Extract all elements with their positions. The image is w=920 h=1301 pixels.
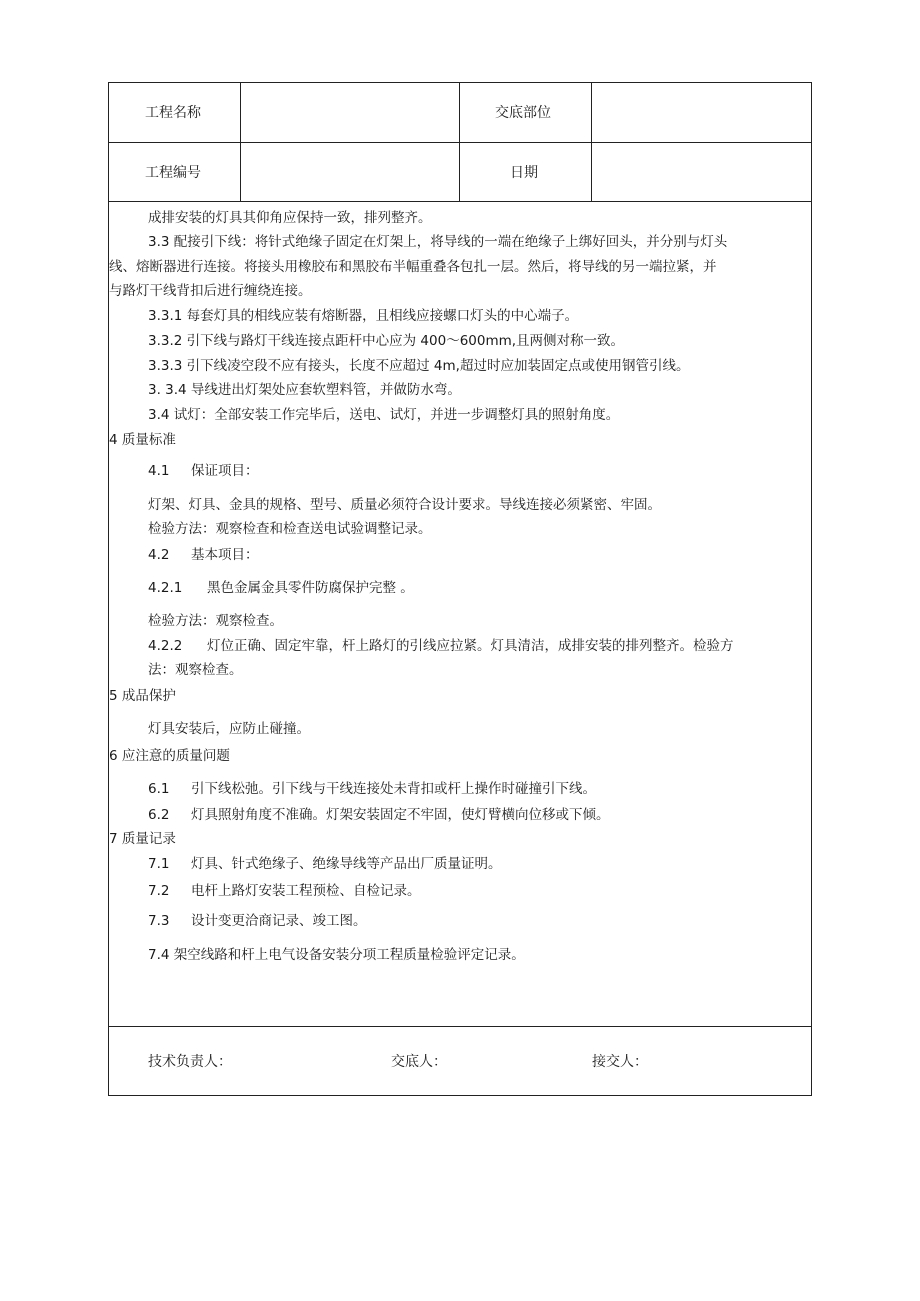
- body-line: 灯位正确、固定牢靠，杆上路灯的引线应拉紧。灯具清洁，成排安装的排列整齐。检验方: [207, 638, 734, 654]
- handover-part-label: 交底部位: [495, 105, 551, 121]
- item-number: 6.1: [148, 781, 170, 797]
- project-name-label: 工程名称: [145, 105, 201, 121]
- body-line: 3.3.1 每套灯具的相线应装有熔断器，且相线应接螺口灯头的中心端子。: [148, 308, 579, 324]
- header-divider: [108, 142, 812, 143]
- body-line: 设计变更洽商记录、竣工图。: [191, 913, 367, 929]
- body-line: 灯具照射角度不准确。灯架安装固定不牢固，使灯臂横向位移或下倾。: [191, 807, 610, 823]
- receiver-signature[interactable]: 接交人：: [592, 1054, 648, 1070]
- body-line: 引下线松弛。引下线与干线连接处未背扣或杆上操作时碰撞引下线。: [191, 781, 596, 797]
- body-line: 灯架、灯具、金具的规格、型号、质量必须符合设计要求。导线连接必须紧密、牢固。: [148, 497, 661, 513]
- body-line: 电杆上路灯安装工程预检、自检记录。: [191, 883, 421, 899]
- item-number: 7.1: [148, 856, 170, 872]
- body-line: 保证项目：: [191, 463, 259, 479]
- section-heading: 6 应注意的质量问题: [109, 748, 230, 764]
- footer-divider: [108, 1026, 812, 1027]
- body-line: 3.3 配接引下线：将针式绝缘子固定在灯架上，将导线的一端在绝缘子上绑好回头，并分别与灯头: [148, 234, 728, 250]
- item-number: 4.1: [148, 463, 170, 479]
- body-line: 黑色金属金具零件防腐保护完整 。: [207, 580, 414, 596]
- body-line: 线、熔断器进行连接。将接头用橡胶布和黑胶布半幅重叠各包扎一层。然后，将导线的另一端拉紧，并: [109, 259, 717, 275]
- item-number: 7.2: [148, 883, 170, 899]
- body-line: 成排安装的灯具其仰角应保持一致，排列整齐。: [148, 210, 432, 226]
- body-line: 3. 3.4 导线进出灯架处应套软塑料管，并做防水弯。: [148, 382, 461, 398]
- item-number: 4.2: [148, 547, 170, 563]
- section-heading: 4 质量标准: [109, 432, 176, 448]
- header-divider: [108, 201, 812, 202]
- project-no-label: 工程编号: [145, 165, 201, 181]
- handover-by-signature[interactable]: 交底人：: [391, 1054, 447, 1070]
- section-heading: 5 成品保护: [109, 688, 176, 704]
- body-line: 灯具安装后，应防止碰撞。: [148, 721, 310, 737]
- body-line: 基本项目：: [191, 547, 259, 563]
- body-line: 3.3.3 引下线凌空段不应有接头，长度不应超过 4m,超过时应加装固定点或使用钢管引线。: [148, 358, 690, 374]
- body-line: 3.3.2 引下线与路灯干线连接点距杆中心应为 400～600mm,且两侧对称一致。: [148, 333, 625, 349]
- item-number: 6.2: [148, 807, 170, 823]
- body-line: 与路灯干线背扣后进行缠绕连接。: [109, 283, 312, 299]
- body-line: 3.4 试灯：全部安装工作完毕后，送电、试灯，并进一步调整灯具的照射角度。: [148, 407, 620, 423]
- date-label: 日期: [510, 165, 538, 181]
- tech-lead-signature[interactable]: 技术负责人：: [148, 1054, 232, 1070]
- body-line: 7.4 架空线路和杆上电气设备安装分项工程质量检验评定记录。: [148, 947, 525, 963]
- section-heading: 7 质量记录: [109, 831, 176, 847]
- item-number: 4.2.2: [148, 638, 183, 654]
- body-line: 检验方法：观察检查。: [148, 613, 283, 629]
- body-line: 检验方法：观察检查和检查送电试验调整记录。: [148, 521, 432, 537]
- body-line: 灯具、针式绝缘子、绝缘导线等产品出厂质量证明。: [191, 856, 502, 872]
- item-number: 7.3: [148, 913, 170, 929]
- body-line: 法：观察检查。: [148, 662, 243, 678]
- item-number: 4.2.1: [148, 580, 183, 596]
